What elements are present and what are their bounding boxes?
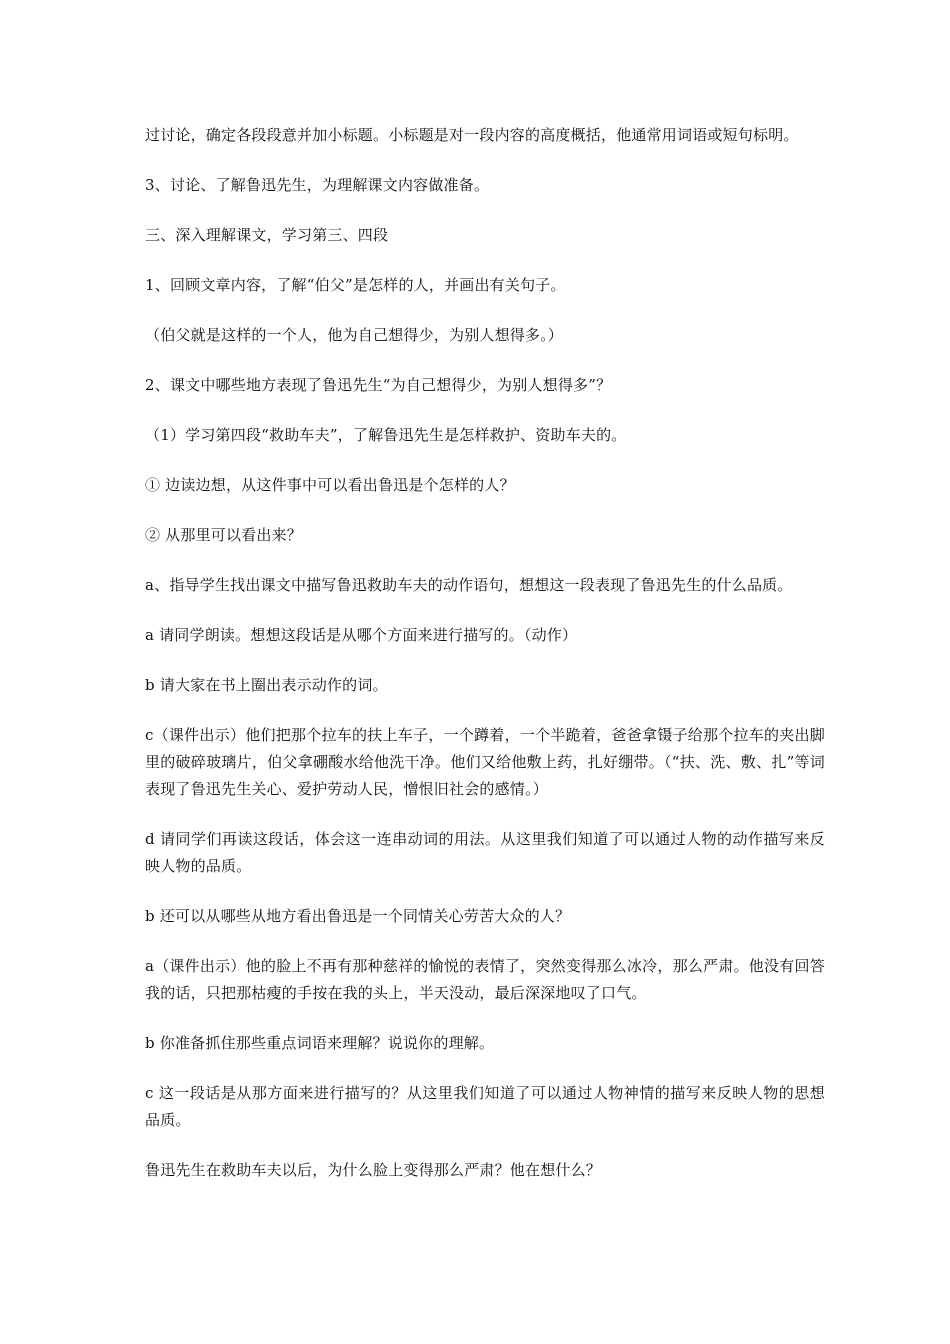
- paragraph-closing-question: 鲁迅先生在救助车夫以后，为什么脸上变得那么严肃？他在想什么？: [145, 1161, 602, 1179]
- section-heading-three: 三、深入理解课文，学习第三、四段: [145, 226, 389, 244]
- paragraph-section-4-study: （1）学习第四段“救助车夫”，了解鲁迅先生是怎样救护、资助车夫的。: [145, 426, 627, 444]
- paragraph-a-guide: a、指导学生找出课文中描写鲁迅救助车夫的动作语句，想想这一段表现了鲁迅先生的什么品质。: [145, 576, 793, 594]
- paragraph-circle-2: ② 从那里可以看出来？: [145, 526, 302, 544]
- paragraph-c-expression: c 这一段话是从那方面来进行描写的？从这里我们知道了可以通过人物神情的描写来反映人物的思想品质。: [145, 1084, 825, 1129]
- paragraph-step-2: 2、课文中哪些地方表现了鲁迅先生“为自己想得少，为别人想得多”？: [145, 376, 612, 394]
- paragraph-subheading-intro: 过讨论，确定各段段意并加小标题。小标题是对一段内容的高度概括，他通常用词语或短句标明。: [145, 126, 799, 144]
- paragraph-a-courseware-face: a（课件出示）他的脸上不再有那种慈祥的愉悦的表情了，突然变得那么冰冷，那么严肃。他没有回答我的话，只把那枯瘦的手按在我的头上，半天没动，最后深深地叹了口气。: [145, 957, 825, 1002]
- paragraph-d-reread: d 请同学们再读这段话，体会这一连串动词的用法。从这里我们知道了可以通过人物的动作描写来反映人物的品质。: [145, 830, 825, 875]
- paragraph-step-1: 1、回顾文章内容，了解“伯父”是怎样的人，并画出有关句子。: [145, 276, 566, 294]
- paragraph-b-key-words: b 你准备抓住那些重点词语来理解？说说你的理解。: [145, 1034, 495, 1052]
- paragraph-circle-1: ① 边读边想，从这件事中可以看出鲁迅是个怎样的人？: [145, 476, 515, 494]
- paragraph-b-other-places: b 还可以从哪些从地方看出鲁迅是一个同情关心劳苦大众的人？: [145, 907, 571, 925]
- document-body: [145, 122, 825, 1207]
- paragraph-uncle-summary: （伯父就是这样的一个人，他为自己想得少，为别人想得多。）: [145, 326, 564, 344]
- paragraph-step-3: 3、讨论、了解鲁迅先生，为理解课文内容做准备。: [145, 176, 490, 194]
- paragraph-c-courseware: c（课件出示）他们把那个拉车的扶上车子，一个蹲着，一个半跪着，爸爸拿镊子给那个拉车的夹出脚里的破碎玻璃片，伯父拿硼酸水给他洗干净。他们又给他敷上药，扎好绷带。（“扶、洗、敷、扎”等词表现了鲁迅先生关心、爱护劳动人民，憎恨旧社会的感情。）: [145, 726, 825, 798]
- paragraph-a-read: a 请同学朗读。想想这段话是从哪个方面来进行描写的。（动作）: [145, 626, 578, 644]
- paragraph-b-circle-words: b 请大家在书上圈出表示动作的词。: [145, 676, 388, 694]
